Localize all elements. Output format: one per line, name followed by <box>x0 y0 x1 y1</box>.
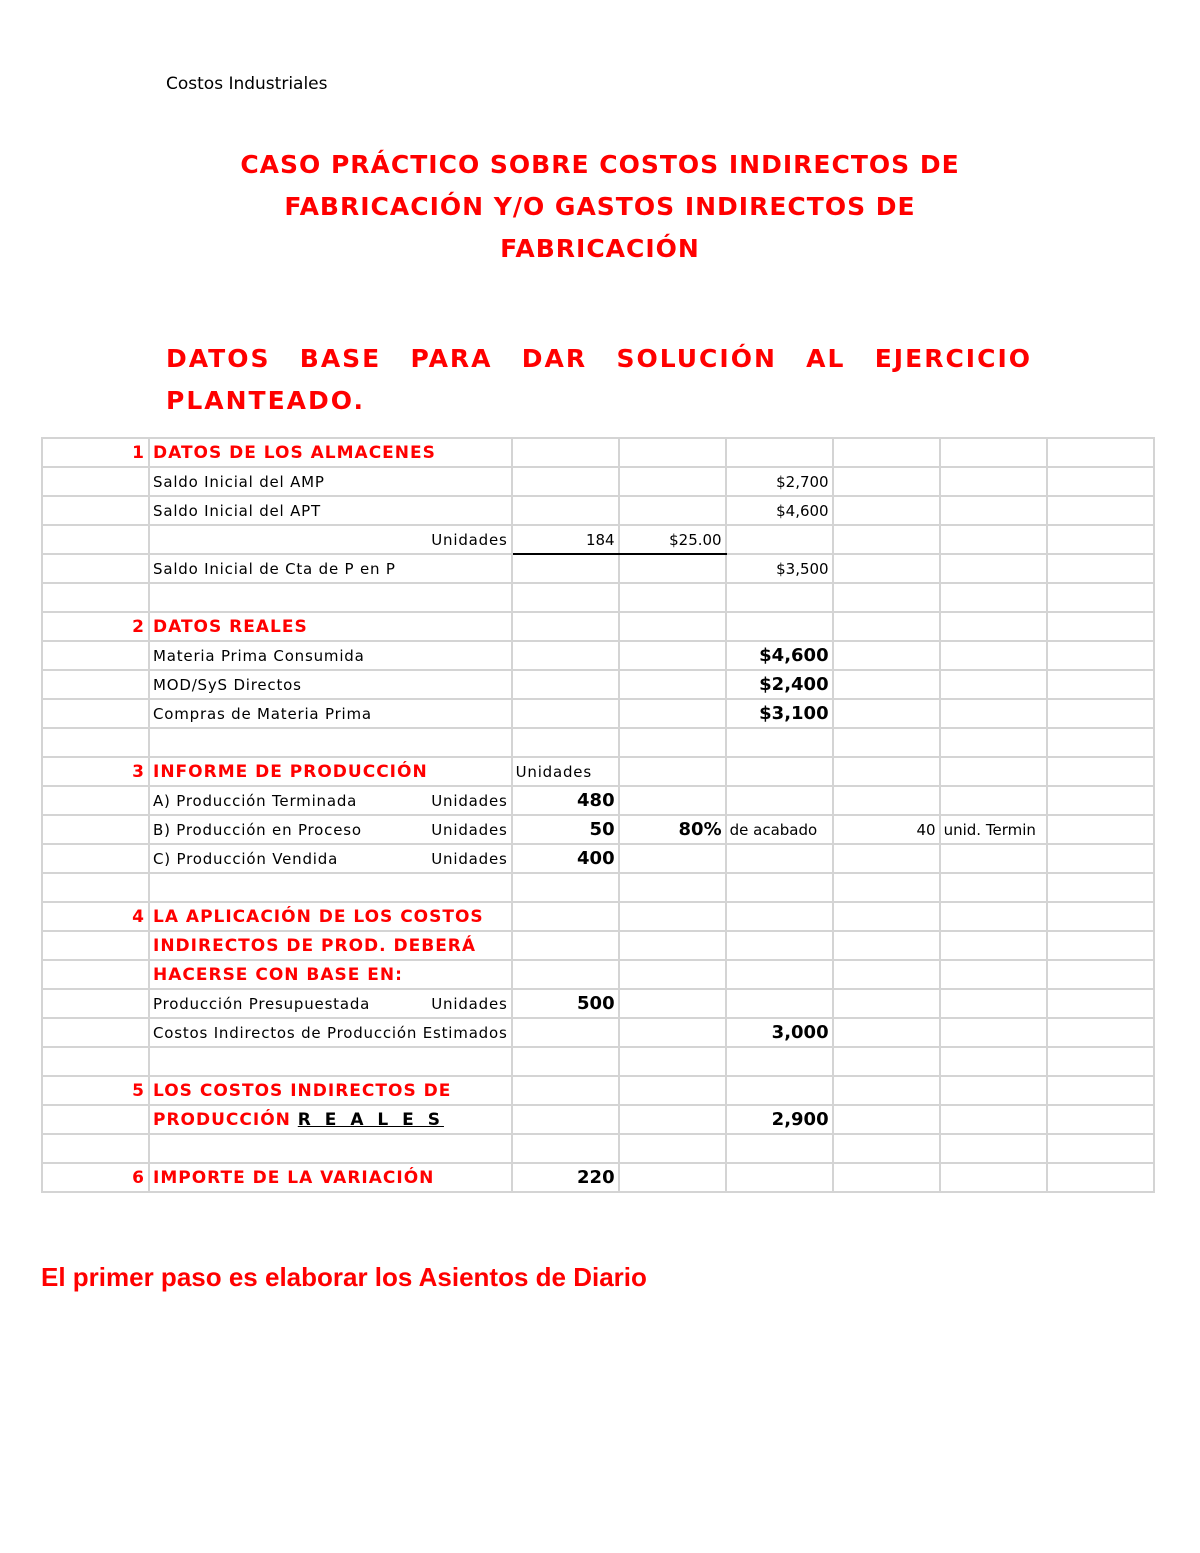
document-header: Costos Industriales <box>166 74 328 94</box>
section-heading: IMPORTE DE LA VARIACIÓN <box>149 1163 512 1192</box>
cell-value: 400 <box>512 844 619 873</box>
table-row <box>42 496 1154 525</box>
table-row <box>42 1076 1154 1105</box>
table-row <box>42 931 1154 960</box>
cell-text: de acabado <box>726 815 833 844</box>
table-row <box>42 699 1154 728</box>
table-row <box>42 757 1154 786</box>
row-label: Saldo Inicial del APT <box>149 496 512 525</box>
cell-value: $25.00 <box>619 525 726 554</box>
reales-label: R E A L E S <box>297 1110 444 1130</box>
data-table <box>41 437 1155 1193</box>
column-label: Unidades <box>512 757 619 786</box>
section-number: 6 <box>42 1163 149 1192</box>
section-heading: INFORME DE PRODUCCIÓN <box>149 757 512 786</box>
row-label: A) Producción Terminada <box>153 792 358 810</box>
percent-value: 80% <box>619 815 726 844</box>
table-row <box>42 1134 1154 1163</box>
table-row <box>42 786 1154 815</box>
table-row <box>42 902 1154 931</box>
section-number: 5 <box>42 1076 149 1105</box>
table-row <box>42 670 1154 699</box>
document-title: CASO PRÁCTICO SOBRE COSTOS INDIRECTOS DE FABRICACIÓN Y/O GASTOS INDIRECTOS DE FABRICACIÓN <box>240 150 960 263</box>
table-row <box>42 1163 1154 1192</box>
table-row <box>42 554 1154 583</box>
section-heading: INDIRECTOS DE PROD. DEBERÁ <box>149 931 512 960</box>
section-heading: PRODUCCIÓN <box>153 1110 291 1130</box>
row-label: Materia Prima Consumida <box>149 641 512 670</box>
cell-value: 2,900 <box>726 1105 833 1134</box>
row-label: Producción Presupuestada <box>153 995 371 1013</box>
section-number: 3 <box>42 757 149 786</box>
table-row <box>42 989 1154 1018</box>
table-row <box>42 1047 1154 1076</box>
table-row <box>42 438 1154 467</box>
table-row <box>42 525 1154 554</box>
section-heading: LOS COSTOS INDIRECTOS DE <box>149 1076 512 1105</box>
section-subtitle: DATOS BASE PARA DAR SOLUCIÓN AL EJERCICIO PLANTEADO. <box>166 344 1032 415</box>
row-label: Saldo Inicial de Cta de P en P <box>149 554 512 583</box>
cell-value: 220 <box>512 1163 619 1192</box>
cell-value: $4,600 <box>726 641 833 670</box>
table-row <box>42 960 1154 989</box>
row-label: B) Producción en Proceso <box>153 821 362 839</box>
table-row <box>42 873 1154 902</box>
table-row <box>42 641 1154 670</box>
cell-value: $4,600 <box>726 496 833 525</box>
table-row <box>42 467 1154 496</box>
cell-value: 184 <box>512 525 619 554</box>
section-number: 4 <box>42 902 149 931</box>
table-row <box>42 583 1154 612</box>
row-label: Costos Indirectos de Producción Estimados <box>149 1018 512 1047</box>
table-row <box>42 1018 1154 1047</box>
table-row <box>42 815 1154 844</box>
table-row <box>42 1105 1154 1134</box>
cell-value: $2,400 <box>726 670 833 699</box>
units-label: Unidades <box>431 995 508 1013</box>
row-label: MOD/SyS Directos <box>149 670 512 699</box>
section-heading: DATOS DE LOS ALMACENES <box>149 438 512 467</box>
table-row <box>42 612 1154 641</box>
units-label: Unidades <box>431 821 508 839</box>
table-row <box>42 844 1154 873</box>
row-label: C) Producción Vendida <box>153 850 339 868</box>
table-row <box>42 728 1154 757</box>
section-heading: LA APLICACIÓN DE LOS COSTOS <box>149 902 512 931</box>
section-number: 1 <box>42 438 149 467</box>
units-label: Unidades <box>431 850 508 868</box>
row-label: Saldo Inicial del AMP <box>149 467 512 496</box>
units-label: Unidades <box>149 525 512 554</box>
footer-note: El primer paso es elaborar los Asientos de Diario <box>41 1262 647 1292</box>
cell-value: 40 <box>833 815 940 844</box>
cell-value: $3,500 <box>726 554 833 583</box>
cell-value: 50 <box>512 815 619 844</box>
cell-value: 3,000 <box>726 1018 833 1047</box>
section-heading: DATOS REALES <box>149 612 512 641</box>
row-label: Compras de Materia Prima <box>149 699 512 728</box>
cell-value: $2,700 <box>726 467 833 496</box>
section-heading: HACERSE CON BASE EN: <box>149 960 512 989</box>
cell-value: $3,100 <box>726 699 833 728</box>
cell-text: unid. Termin <box>940 815 1047 844</box>
cell-value: 500 <box>512 989 619 1018</box>
section-number: 2 <box>42 612 149 641</box>
cell-value: 480 <box>512 786 619 815</box>
units-label: Unidades <box>431 792 508 810</box>
